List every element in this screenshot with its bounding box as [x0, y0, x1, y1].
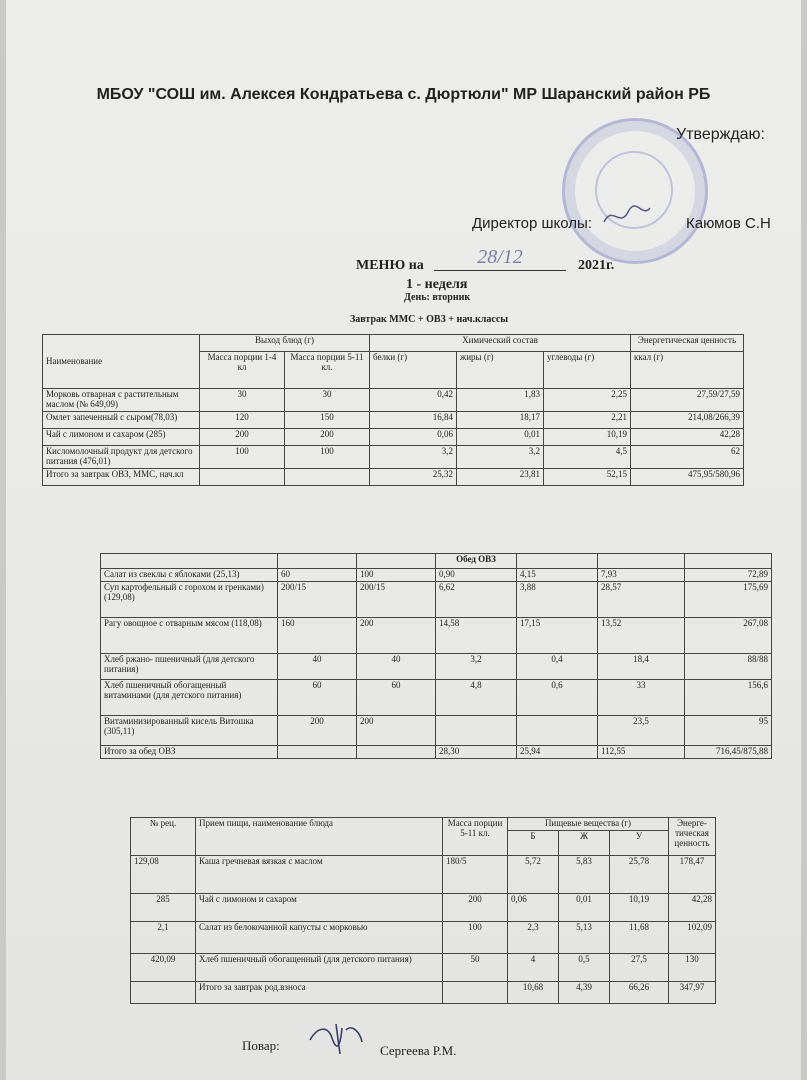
lunch-m2-header [357, 554, 436, 569]
table-row [43, 428, 744, 445]
dish-name: Хлеб ржано- пшеничный (для детского питания) [101, 653, 278, 679]
mass1-cell: 120 [200, 411, 285, 428]
carb-cell: 7,93 [598, 569, 685, 582]
protein-cell: 16,84 [370, 411, 457, 428]
mass2-cell: 100 [357, 569, 436, 582]
dish-name: Чай с лимоном и сахаром (285) [43, 428, 200, 445]
dish-name: Салат из свеклы с яблоками (25,13) [101, 569, 278, 582]
mass2-cell: 200/15 [357, 581, 436, 617]
protein-cell: 6,62 [436, 581, 517, 617]
lunch-m1-header [278, 554, 357, 569]
menu-year: 2021г. [578, 258, 615, 273]
mass1-cell: 60 [278, 679, 357, 715]
fat-cell: 18,17 [457, 411, 544, 428]
e-cell: 130 [669, 953, 716, 981]
school-name: МБОУ "СОШ им. Алексея Кондратьева с. Дюртюли" МР Шаранский район РБ [96, 86, 711, 103]
zh-cell: 0,01 [559, 893, 610, 921]
carb-cell: 2,21 [544, 411, 631, 428]
breakfast-table [42, 334, 744, 486]
mass1-cell: 60 [278, 569, 357, 582]
carb-cell: 23,5 [598, 715, 685, 745]
carb-cell: 28,57 [598, 581, 685, 617]
carb-cell: 33 [598, 679, 685, 715]
rec-cell: 420,09 [131, 953, 196, 981]
e-cell: 42,28 [669, 893, 716, 921]
b-cell: 10,68 [508, 981, 559, 1003]
u-cell: 25,78 [610, 855, 669, 893]
fat-cell: 4,15 [517, 569, 598, 582]
carb-cell: 2,25 [544, 389, 631, 412]
fat-cell: 0,6 [517, 679, 598, 715]
lunch-empty3 [685, 554, 772, 569]
col-energy: Энергетическая ценность [631, 335, 744, 352]
col-b: Б [508, 830, 559, 855]
parent-funded-table [130, 817, 716, 1004]
col-output: Выход блюд (г) [200, 335, 370, 352]
kcal-cell: 716,45/875,88 [685, 745, 772, 758]
carb-cell: 13,52 [598, 617, 685, 653]
mass1-cell [200, 468, 285, 485]
fat-cell: 0,01 [457, 428, 544, 445]
fat-cell [517, 715, 598, 745]
e-cell: 178,47 [669, 855, 716, 893]
cook-name: Сергеева Р.М. [380, 1043, 457, 1058]
mass1-cell: 100 [200, 445, 285, 468]
cook-label: Повар: [242, 1038, 280, 1053]
u-cell: 66,26 [610, 981, 669, 1003]
zh-cell: 0,5 [559, 953, 610, 981]
e-cell: 102,09 [669, 921, 716, 953]
kcal-cell: 95 [685, 715, 772, 745]
table-row [43, 445, 744, 468]
mass2-cell [357, 745, 436, 758]
kcal-cell: 88/88 [685, 653, 772, 679]
cook-signature-icon [306, 1020, 366, 1056]
zh-cell: 5,13 [559, 921, 610, 953]
col-carb: углеводы (г) [544, 352, 631, 389]
lunch-title: Обед ОВЗ [436, 554, 517, 569]
col-name: Наименование [43, 335, 200, 389]
col-fat: жиры (г) [457, 352, 544, 389]
col-protein: белки (г) [370, 352, 457, 389]
col-mass: Масса порции 5-11 кл. [443, 818, 508, 856]
col-meal: Прием пищи, наименование блюда [196, 818, 443, 856]
col-zh: Ж [559, 830, 610, 855]
protein-cell: 0,90 [436, 569, 517, 582]
director-signature-icon [602, 200, 652, 230]
table-row [43, 389, 744, 412]
mass1-cell: 30 [200, 389, 285, 412]
kcal-cell: 72,89 [685, 569, 772, 582]
lunch-name-header [101, 554, 278, 569]
rec-cell [131, 981, 196, 1003]
fat-cell: 0,4 [517, 653, 598, 679]
table-row [43, 411, 744, 428]
menu-day: День: вторник [404, 292, 471, 303]
col-kcal: ккал (г) [631, 352, 744, 389]
document-page [6, 0, 801, 1080]
fat-cell: 17,15 [517, 617, 598, 653]
menu-date: 28/12 [434, 246, 566, 271]
b-cell: 2,3 [508, 921, 559, 953]
mass2-cell: 30 [285, 389, 370, 412]
approve-label: Утверждаю: [676, 126, 765, 143]
dish-name: Суп картофельный с горохом и гренками) (129,08) [101, 581, 278, 617]
dish-name: Хлеб пшеничный обогащенный витаминами (для детского питания) [101, 679, 278, 715]
carb-cell: 4,5 [544, 445, 631, 468]
mass1-cell: 40 [278, 653, 357, 679]
mass2-cell: 200 [357, 617, 436, 653]
col-mass1: Масса порции 1-4 кл [200, 352, 285, 389]
protein-cell: 3,2 [370, 445, 457, 468]
mass-cell: 200 [443, 893, 508, 921]
col-nutr: Пищевые вещества (г) [508, 818, 669, 831]
kcal-cell: 42,28 [631, 428, 744, 445]
mass-cell [443, 981, 508, 1003]
protein-cell: 4,8 [436, 679, 517, 715]
b-cell: 4 [508, 953, 559, 981]
kcal-cell: 214,08/266,39 [631, 411, 744, 428]
kcal-cell: 27,59/27,59 [631, 389, 744, 412]
dish-name: Омлет запеченный с сыром(78,03) [43, 411, 200, 428]
fat-cell: 25,94 [517, 745, 598, 758]
protein-cell: 3,2 [436, 653, 517, 679]
fat-cell: 1,83 [457, 389, 544, 412]
mass2-cell: 40 [357, 653, 436, 679]
fat-cell: 3,2 [457, 445, 544, 468]
kcal-cell: 175,69 [685, 581, 772, 617]
col-rec: № рец. [131, 818, 196, 856]
kcal-cell: 267,08 [685, 617, 772, 653]
mass2-cell: 150 [285, 411, 370, 428]
protein-cell: 0,06 [370, 428, 457, 445]
mass2-cell: 200 [357, 715, 436, 745]
protein-cell: 25,32 [370, 468, 457, 485]
mass2-cell [285, 468, 370, 485]
dish-name: Итого за завтрак ОВЗ, ММС, нач.кл [43, 468, 200, 485]
director-label: Директор школы: [472, 215, 592, 232]
mass1-cell [278, 745, 357, 758]
b-cell: 5,72 [508, 855, 559, 893]
carb-cell: 18,4 [598, 653, 685, 679]
carb-cell: 52,15 [544, 468, 631, 485]
u-cell: 27,5 [610, 953, 669, 981]
kcal-cell: 62 [631, 445, 744, 468]
dish-name: Кисломолочный продукт для детского питания (476,01) [43, 445, 200, 468]
mass-cell: 50 [443, 953, 508, 981]
lunch-empty2 [598, 554, 685, 569]
protein-cell: 0,42 [370, 389, 457, 412]
dish-name: Морковь отварная с растительным маслом (№ 649,09) [43, 389, 200, 412]
director-name: Каюмов С.Н [686, 215, 771, 232]
mass1-cell: 200/15 [278, 581, 357, 617]
kcal-cell: 475,95/580,96 [631, 468, 744, 485]
mass1-cell: 200 [278, 715, 357, 745]
mass1-cell: 200 [200, 428, 285, 445]
fat-cell: 23,81 [457, 468, 544, 485]
dish-name: Рагу овощное с отварным мясом (118,08) [101, 617, 278, 653]
dish-name: Витаминизированный кисель Витошка (305,11) [101, 715, 278, 745]
protein-cell: 28,30 [436, 745, 517, 758]
mass1-cell: 160 [278, 617, 357, 653]
dish-name: Салат из белокочанной капусты с морковью [196, 921, 443, 953]
u-cell: 11,68 [610, 921, 669, 953]
fat-cell: 3,88 [517, 581, 598, 617]
dish-name: Итого за обед ОВЗ [101, 745, 278, 758]
b-cell: 0,06 [508, 893, 559, 921]
lunch-table [100, 553, 772, 759]
dish-name: Итого за завтрак род.взноса [196, 981, 443, 1003]
rec-cell: 129,08 [131, 855, 196, 893]
col-energy: Энерге- тическая ценность [669, 818, 716, 856]
dish-name: Чай с лимоном и сахаром [196, 893, 443, 921]
col-chem: Химический состав [370, 335, 631, 352]
mass2-cell: 200 [285, 428, 370, 445]
dish-name: Каша гречневая вязкая с маслом [196, 855, 443, 893]
dish-name: Хлеб пшеничный обогащенный (для детского питания) [196, 953, 443, 981]
lunch-empty [517, 554, 598, 569]
u-cell: 10,19 [610, 893, 669, 921]
table-row [43, 468, 744, 485]
e-cell: 347,97 [669, 981, 716, 1003]
col-mass2: Масса порции 5-11 кл. [285, 352, 370, 389]
rec-cell: 285 [131, 893, 196, 921]
menu-title: МЕНЮ на [356, 258, 424, 273]
col-u: У [610, 830, 669, 855]
protein-cell: 14,58 [436, 617, 517, 653]
zh-cell: 5,83 [559, 855, 610, 893]
breakfast-title: Завтрак ММС + ОВЗ + нач.классы [350, 314, 509, 325]
protein-cell [436, 715, 517, 745]
kcal-cell: 156,6 [685, 679, 772, 715]
zh-cell: 4,39 [559, 981, 610, 1003]
rec-cell: 2,1 [131, 921, 196, 953]
mass-cell: 100 [443, 921, 508, 953]
mass-cell: 180/5 [443, 855, 508, 893]
mass2-cell: 100 [285, 445, 370, 468]
mass2-cell: 60 [357, 679, 436, 715]
carb-cell: 10,19 [544, 428, 631, 445]
menu-week: 1 - неделя [406, 277, 468, 292]
carb-cell: 112,55 [598, 745, 685, 758]
